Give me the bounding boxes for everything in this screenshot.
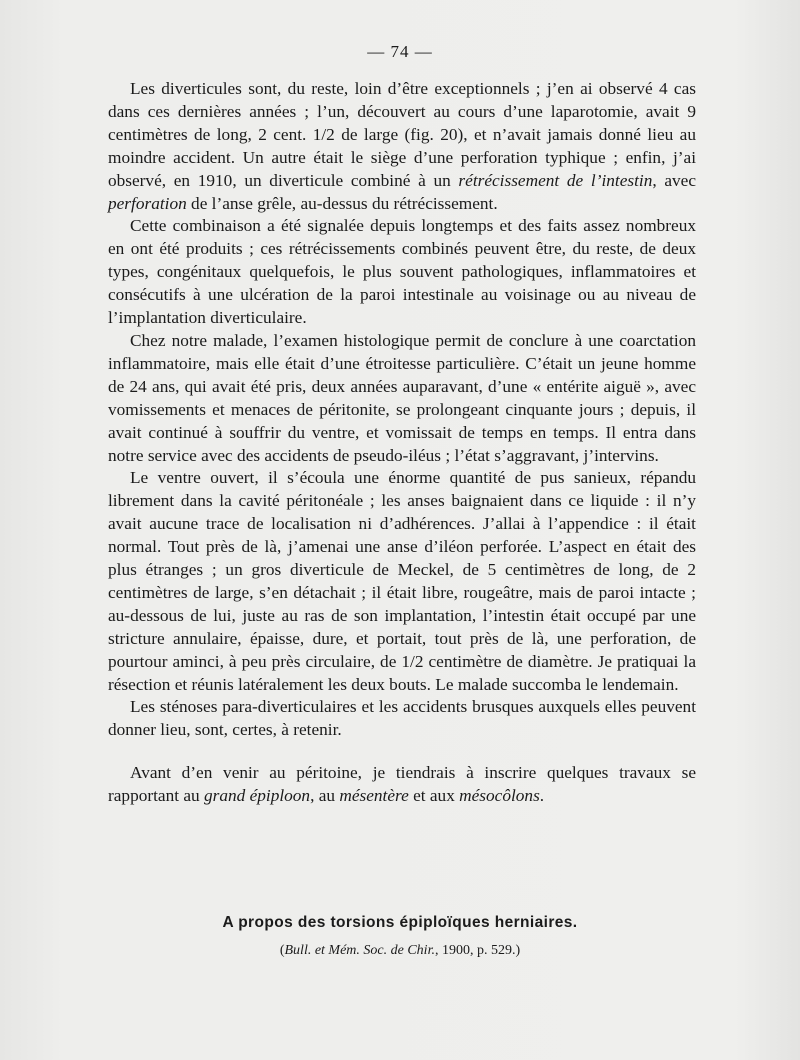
paragraph (108, 467, 696, 696)
italic-run: perforation (108, 193, 187, 213)
citation-open: ( (279, 943, 285, 958)
section-title: A propos des torsions épiploïques herniaires. (222, 914, 578, 931)
text-run: Le ventre ouvert, il s’écoula une énorme quantité de pus sanieux, répandu librement dans la cavité péritonéale ; les anses baignaient dans ce liquide : il n’y avait aucune trace de localisation ni d’adhérences. J’allai à l’appendice : il était normal. Tout près de là, j’amenai une anse d’iléon perforée. L’aspect en était des plus étranges ; un gros diverticule de Meckel, de 5 centimètres de long, de 2 centimètres de large, s’en détachait ; il était libre, rougeâtre, mais de paroi intacte ; au-dessous de lui, juste au ras de son implantation, l’intestin était occupé par une stricture annulaire, épaisse, dure, et portait, tout près de là, une perforation, de pourtour aminci, à peu près circulaire, de 1/2 centimètre de diamètre. Je pratiquai la résection et réunis latéralement les deux bouts. Le malade succomba le lendemain. (108, 468, 696, 694)
paragraph (108, 762, 696, 808)
citation-source: Bull. et Mém. Soc. de Chir. (284, 943, 435, 958)
text-run: Cette combinaison a été signalée depuis longtemps et des faits assez nombreux en ont été produits ; ces rétrécissements combinés peuvent être, du reste, de deux types, congénitaux quelquefois, le plus souvent pathologiques, inflammatoires et consécutifs à une ulcération de la paroi intestinale au voisinage ou au niveau de l’implantation diverticulaire. (108, 216, 696, 328)
text-run: . (539, 786, 545, 806)
paragraph (108, 696, 696, 742)
paragraph (108, 330, 696, 467)
text-run: Les sténoses para-diverticulaires et les accidents brusques auxquels elles peuvent donner lieu, sont, certes, à retenir. (108, 697, 696, 740)
text-run: Chez notre malade, l’examen histologique permit de conclure à une coarctation inflammatoire, mais elle était d’une étroitesse particulière. C’était un jeune homme de 24 ans, qui avait été pris, deux années auparavant, d’une « entérite aiguë », avec vomissements et menaces de péritonite, se prolongeant cinquante jours ; depuis, il avait continué à souffrir du ventre, et vomissait de temps en temps. Il entra dans notre service avec des accidents de pseudo-iléus ; l’état s’aggravant, j’intervins. (108, 330, 696, 465)
italic-run: mésocôlons (459, 786, 540, 806)
citation-rest: , 1900, p. 529.) (434, 943, 521, 958)
body-text (108, 78, 696, 808)
text-run: , avec (652, 170, 697, 190)
italic-run: mésentère (339, 786, 409, 806)
text-run: et aux (408, 786, 460, 806)
italic-run: rétrécissement de l’intestin (458, 170, 653, 190)
italic-run: grand épiploon (203, 786, 311, 806)
text-run: , au (310, 786, 340, 806)
text-run: Avant d’en venir au péritoine, je tiendrais à inscrire quelques travaux se rapportant au (108, 763, 696, 806)
text-run: Les diverticules sont, du reste, loin d’être exceptionnels ; j’en ai observé 4 cas dans ces dernières années ; l’un, découvert au cours d’une laparotomie, avait 9 centimètres de long, 2 cent. 1/2 de large (fig. 20), et n’avait jamais donné lieu au moindre accident. Un autre était le siège d’une perforation typhique ; enfin, j’ai observé, en 1910, un diverticule combiné à un (108, 79, 696, 190)
citation (0, 943, 800, 959)
page-number: — 74 — (367, 42, 433, 61)
text-run: de l’anse grêle, au-dessus du rétrécissement. (186, 193, 498, 213)
paragraph (108, 78, 696, 215)
paragraph (108, 215, 696, 330)
